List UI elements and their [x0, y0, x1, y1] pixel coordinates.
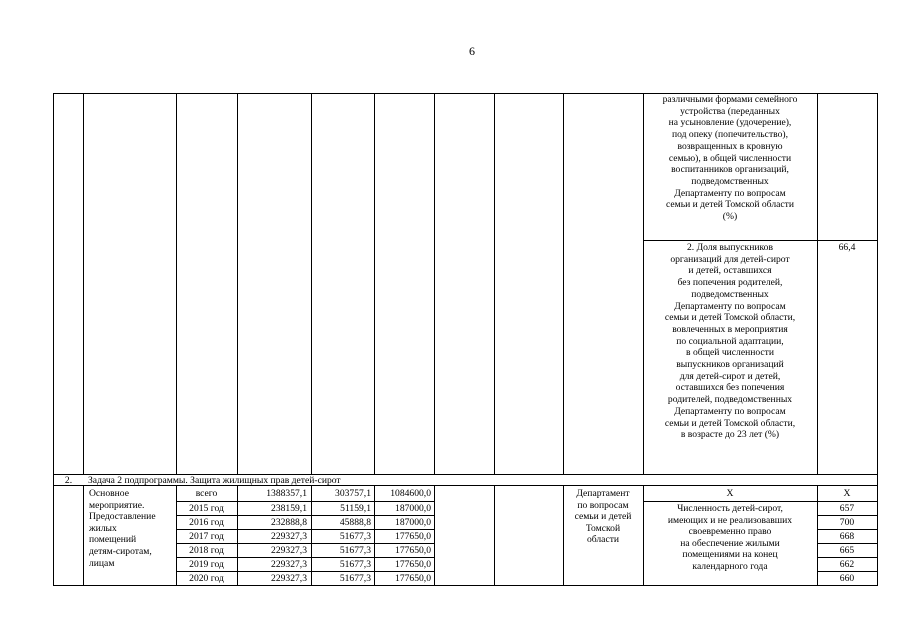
indicator-2-line: без попечения родителей,	[677, 277, 783, 289]
indicator-value-cell: 662	[839, 559, 855, 570]
measure-name-line: жилых	[89, 522, 117, 534]
indicator-2-line: семьи и детей Томской области,	[664, 312, 796, 324]
regional-cell: 187000,0	[395, 503, 431, 514]
executor	[564, 488, 642, 546]
task-number: 2.	[64, 475, 73, 486]
regional-cell: 177650,0	[395, 559, 431, 570]
measure-name-line: лицам	[89, 557, 115, 569]
indicator-value-cell: 660	[839, 573, 855, 584]
indicator-1-line: устройства (переданных	[680, 105, 780, 117]
measure-indicator-line: своевременно право	[688, 526, 772, 538]
indicator-value-cell: 668	[839, 531, 855, 542]
indicator-2-line: оставшихся без попечения	[675, 382, 785, 394]
indicator-2-line: подведомственных	[691, 288, 769, 300]
indicator-1-line: Департаменту по вопросам	[674, 187, 786, 199]
measure-name-line: помещений	[89, 534, 137, 546]
federal-cell: 303757,1	[335, 488, 371, 499]
indicator-1-line: семью), в общей численности	[668, 152, 792, 164]
total-cell: 229327,3	[271, 531, 307, 542]
measure-name	[89, 488, 156, 569]
period-cell: 2017 год	[189, 531, 224, 542]
measure-name-line: Основное	[89, 488, 129, 499]
federal-cell: 51677,3	[339, 573, 371, 584]
indicator-2-line: родителей, подведомственных	[667, 394, 793, 406]
executor-line: области	[586, 534, 620, 546]
total-cell: 238159,1	[271, 503, 307, 514]
measure-indicator-line: имеющих и не реализовавших	[667, 514, 793, 526]
period-cell: 2020 год	[189, 573, 224, 584]
measure-name-line: мероприятие.	[89, 499, 145, 511]
measure-indicator	[644, 503, 816, 573]
regional-cell: 1084600,0	[390, 488, 431, 499]
measure-indicator-line: помещениями на конец	[682, 549, 778, 561]
period-cell: всего	[195, 488, 218, 499]
indicator-2-line: в общей численности	[686, 347, 774, 359]
indicator-1-line: семьи и детей Томской области	[666, 199, 794, 211]
total-cell: 232888,8	[271, 517, 307, 528]
period-cell: 2019 год	[189, 559, 224, 570]
period-cell: 2018 год	[189, 545, 224, 556]
task-title: Задача 2 подпрограммы. Защита жилищных прав детей-сирот	[88, 475, 341, 486]
indicator-1-line: под опеку (попечительство),	[671, 129, 788, 141]
indicator-value-cell: 700	[839, 517, 855, 528]
measure-indicator-line: на обеспечение жилыми	[680, 537, 780, 549]
indicator-2-value: 66,4	[838, 242, 856, 253]
indicator-2-line: семьи и детей Томской области,	[664, 417, 796, 429]
executor-line: Томской	[585, 522, 621, 534]
measure-indicator-line: Численность детей-сирот,	[677, 503, 783, 514]
indicator-value-header: X	[843, 488, 851, 499]
federal-cell: 51159,1	[340, 503, 371, 514]
indicator-2-line: по социальной адаптации,	[676, 335, 784, 347]
indicator-2-line: для детей-сирот и детей,	[679, 370, 781, 382]
indicator-1-line: различными формами семейного	[662, 94, 798, 105]
total-cell: 229327,3	[271, 545, 307, 556]
indicator-2-line: вовлеченных в мероприятия	[672, 323, 788, 335]
indicator-2-line: выпускников организаций	[676, 359, 784, 371]
page-number: 6	[469, 44, 475, 58]
indicator-1-line: (%)	[722, 211, 738, 223]
executor-line: по вопросам	[577, 499, 629, 511]
federal-cell: 45888,8	[339, 517, 371, 528]
indicator-2-line: организаций для детей-сирот	[670, 253, 790, 265]
measure-name-line: детям-сиротам,	[89, 545, 152, 557]
indicator-2-text	[644, 242, 816, 441]
federal-cell: 51677,3	[339, 545, 371, 556]
regional-cell: 187000,0	[395, 517, 431, 528]
indicator-2-line: Департаменту по вопросам	[674, 300, 786, 312]
federal-cell: 51677,3	[339, 559, 371, 570]
total-cell: 1388357,1	[266, 488, 307, 499]
total-cell: 229327,3	[271, 559, 307, 570]
indicator-1-line: на усыновление (удочерение),	[668, 117, 792, 129]
executor-line: Департамент	[576, 488, 630, 499]
indicator-1-line: подведомственных	[691, 175, 769, 187]
executor-line: семьи и детей	[574, 511, 632, 523]
regional-cell: 177650,0	[395, 531, 431, 542]
indicator-1-line: воспитанников организаций,	[671, 164, 789, 176]
measure-indicator-line: календарного года	[692, 560, 768, 572]
indicator-header: X	[726, 488, 734, 499]
period-cell: 2015 год	[189, 503, 224, 514]
federal-cell: 51677,3	[339, 531, 371, 542]
indicator-2-line: и детей, оставшихся	[688, 265, 772, 277]
measure-name-line: Предоставление	[89, 511, 156, 523]
regional-cell: 177650,0	[395, 573, 431, 584]
indicator-1-text	[644, 94, 816, 223]
indicator-value-cell: 657	[839, 503, 855, 514]
indicator-2-line: в возрасте до 23 лет (%)	[680, 429, 780, 441]
indicator-2-line: Департаменту по вопросам	[674, 405, 786, 417]
indicator-1-line: возвращенных в кровную	[677, 140, 783, 152]
indicator-2-line: 2. Доля выпускников	[686, 242, 773, 253]
total-cell: 229327,3	[271, 573, 307, 584]
regional-cell: 177650,0	[395, 545, 431, 556]
indicator-value-cell: 665	[839, 545, 855, 556]
period-cell: 2016 год	[189, 517, 224, 528]
